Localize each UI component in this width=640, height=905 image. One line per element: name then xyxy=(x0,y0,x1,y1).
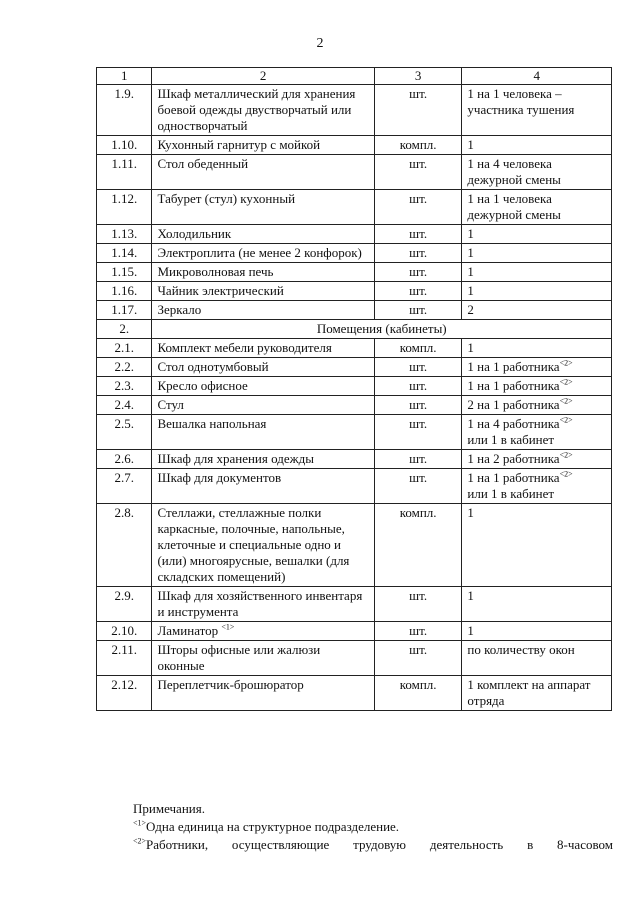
norm-text-continued: или 1 в кабинет xyxy=(467,432,555,447)
norm xyxy=(462,263,612,282)
unit: шт. xyxy=(374,622,462,641)
norm xyxy=(462,469,612,504)
norm xyxy=(462,587,612,622)
item-name xyxy=(152,155,374,190)
norm-text: 1 на 2 работника xyxy=(467,451,560,466)
item-name-text: Стол однотумбовый xyxy=(157,359,269,374)
equipment-table xyxy=(96,67,612,711)
norm-text: 1 xyxy=(467,588,474,603)
footnote-mark: <1> xyxy=(221,622,235,632)
unit: шт. xyxy=(374,225,462,244)
table-row xyxy=(97,396,612,415)
footnote-mark: <2> xyxy=(559,377,573,387)
row-number: 2.6. xyxy=(97,450,152,469)
norm-text: 1 на 1 работника xyxy=(467,470,560,485)
norm-text: 1 на 4 работника xyxy=(467,416,560,431)
table-row xyxy=(97,263,612,282)
column-header-3: 3 xyxy=(374,68,462,85)
row-number: 1.11. xyxy=(97,155,152,190)
table-row xyxy=(97,85,612,136)
table-row xyxy=(97,641,612,676)
norm xyxy=(462,504,612,587)
unit: шт. xyxy=(374,641,462,676)
table-row xyxy=(97,587,612,622)
item-name-text: Стол обеденный xyxy=(157,156,249,171)
row-number: 2.4. xyxy=(97,396,152,415)
row-number: 2.5. xyxy=(97,415,152,450)
table-row xyxy=(97,358,612,377)
norm xyxy=(462,676,612,711)
item-name xyxy=(152,225,374,244)
unit: шт. xyxy=(374,282,462,301)
norm xyxy=(462,450,612,469)
column-header-2: 2 xyxy=(152,68,374,85)
table-row xyxy=(97,301,612,320)
norm xyxy=(462,415,612,450)
row-number: 2.8. xyxy=(97,504,152,587)
item-name-text: Шторы офисные или жалюзи оконные xyxy=(157,642,321,673)
table-row xyxy=(97,622,612,641)
row-number: 1.9. xyxy=(97,85,152,136)
item-name xyxy=(152,676,374,711)
item-name xyxy=(152,136,374,155)
item-name xyxy=(152,377,374,396)
row-number: 1.14. xyxy=(97,244,152,263)
table-row xyxy=(97,676,612,711)
item-name-text: Кухонный гарнитур с мойкой xyxy=(157,137,321,152)
norm-text: 1 на 1 работника xyxy=(467,378,560,393)
row-number: 1.15. xyxy=(97,263,152,282)
item-name xyxy=(152,587,374,622)
item-name xyxy=(152,339,374,358)
item-name xyxy=(152,85,374,136)
notes-block xyxy=(133,800,613,854)
table-row xyxy=(97,469,612,504)
unit: шт. xyxy=(374,263,462,282)
norm-text: 1 на 1 работника xyxy=(467,359,560,374)
row-number: 1.17. xyxy=(97,301,152,320)
norm-text: 1 комплект на аппарат отряда xyxy=(467,677,591,708)
column-header-4: 4 xyxy=(462,68,612,85)
norm xyxy=(462,190,612,225)
table-row xyxy=(97,225,612,244)
norm-text: 1 на 4 человека дежурной смены xyxy=(467,156,561,187)
table-row xyxy=(97,282,612,301)
norm xyxy=(462,339,612,358)
unit: компл. xyxy=(374,136,462,155)
table-row xyxy=(97,136,612,155)
norm-text: 1 xyxy=(467,137,474,152)
row-number: 2.9. xyxy=(97,587,152,622)
item-name-text: Микроволновая печь xyxy=(157,264,274,279)
norm-text: 1 xyxy=(467,226,474,241)
table-row xyxy=(97,190,612,225)
note-1 xyxy=(133,818,613,836)
unit: шт. xyxy=(374,155,462,190)
row-number: 1.13. xyxy=(97,225,152,244)
item-name-text: Табурет (стул) кухонный xyxy=(157,191,296,206)
item-name-text: Кресло офисное xyxy=(157,378,248,393)
row-number: 2.1. xyxy=(97,339,152,358)
item-name-text: Холодильник xyxy=(157,226,232,241)
norm xyxy=(462,301,612,320)
table-row xyxy=(97,244,612,263)
norm-text: 1 xyxy=(467,340,474,355)
norm xyxy=(462,136,612,155)
item-name-text: Стеллажи, стеллажные полки каркасные, полочные, напольные, клеточные и специальные одно и (или) многоярусные, вешалки (для складских помещений) xyxy=(157,505,350,584)
norm xyxy=(462,155,612,190)
item-name-text: Ламинатор xyxy=(157,623,219,638)
item-name xyxy=(152,504,374,587)
unit: шт. xyxy=(374,377,462,396)
norm-text: 1 xyxy=(467,283,474,298)
item-name xyxy=(152,263,374,282)
table-row xyxy=(97,377,612,396)
norm xyxy=(462,244,612,263)
norm xyxy=(462,282,612,301)
row-number: 2.12. xyxy=(97,676,152,711)
row-number: 2.2. xyxy=(97,358,152,377)
section-row xyxy=(97,320,612,339)
item-name-text: Электроплита (не менее 2 конфорок) xyxy=(157,245,362,260)
item-name xyxy=(152,641,374,676)
norm-text: по количеству окон xyxy=(467,642,575,657)
row-number: 1.12. xyxy=(97,190,152,225)
item-name-text: Переплетчик-брошюратор xyxy=(157,677,304,692)
item-name xyxy=(152,358,374,377)
table-row xyxy=(97,450,612,469)
item-name-text: Вешалка напольная xyxy=(157,416,267,431)
norm xyxy=(462,225,612,244)
row-number: 2.10. xyxy=(97,622,152,641)
item-name-text: Шкаф металлический для хранения боевой одежды двустворчатый или одностворчатый xyxy=(157,86,356,133)
table-header-row xyxy=(97,68,612,85)
unit: шт. xyxy=(374,301,462,320)
row-number: 2.11. xyxy=(97,641,152,676)
norm-text: 1 на 1 человека дежурной смены xyxy=(467,191,561,222)
norm xyxy=(462,641,612,676)
row-number: 2.3. xyxy=(97,377,152,396)
unit: шт. xyxy=(374,358,462,377)
footnote-mark: <2> xyxy=(559,450,573,460)
norm xyxy=(462,85,612,136)
footnote-mark: <2> xyxy=(559,415,573,425)
unit: шт. xyxy=(374,244,462,263)
row-number: 2.7. xyxy=(97,469,152,504)
unit: компл. xyxy=(374,504,462,587)
section-title: Помещения (кабинеты) xyxy=(152,320,612,339)
footnote-mark: <2> xyxy=(559,469,573,479)
item-name xyxy=(152,415,374,450)
norm-text: 1 xyxy=(467,245,474,260)
norm-text: 2 xyxy=(467,302,474,317)
unit: шт. xyxy=(374,85,462,136)
row-number: 1.16. xyxy=(97,282,152,301)
unit: шт. xyxy=(374,587,462,622)
notes-title: Примечания. xyxy=(133,801,205,816)
norm-text: 1 xyxy=(467,264,474,279)
norm-text: 1 xyxy=(467,505,474,520)
item-name xyxy=(152,301,374,320)
unit: шт. xyxy=(374,450,462,469)
note-2-mark: <2> xyxy=(133,836,147,846)
column-header-1: 1 xyxy=(97,68,152,85)
unit: компл. xyxy=(374,339,462,358)
item-name-text: Стул xyxy=(157,397,184,412)
note-2 xyxy=(133,836,613,854)
note-1-text: Одна единица на структурное подразделение. xyxy=(146,819,400,834)
unit: шт. xyxy=(374,396,462,415)
item-name-text: Зеркало xyxy=(157,302,202,317)
item-name-text: Шкаф для документов xyxy=(157,470,282,485)
item-name xyxy=(152,244,374,263)
item-name xyxy=(152,190,374,225)
footnote-mark: <2> xyxy=(559,396,573,406)
norm-text-continued: или 1 в кабинет xyxy=(467,486,555,501)
item-name xyxy=(152,622,374,641)
page-number: 2 xyxy=(316,36,324,51)
norm-text: 1 на 1 человека – участника тушения xyxy=(467,86,575,117)
unit: шт. xyxy=(374,190,462,225)
unit: шт. xyxy=(374,469,462,504)
note-1-mark: <1> xyxy=(133,818,147,828)
item-name xyxy=(152,469,374,504)
table-row xyxy=(97,155,612,190)
norm-text: 1 xyxy=(467,623,474,638)
item-name-text: Шкаф для хранения одежды xyxy=(157,451,314,466)
section-number: 2. xyxy=(97,320,152,339)
item-name xyxy=(152,282,374,301)
norm xyxy=(462,358,612,377)
unit: компл. xyxy=(374,676,462,711)
table-row xyxy=(97,415,612,450)
item-name-text: Комплект мебели руководителя xyxy=(157,340,332,355)
norm-text: 2 на 1 работника xyxy=(467,397,560,412)
item-name-text: Чайник электрический xyxy=(157,283,284,298)
item-name xyxy=(152,396,374,415)
unit: шт. xyxy=(374,415,462,450)
item-name xyxy=(152,450,374,469)
norm xyxy=(462,396,612,415)
norm xyxy=(462,377,612,396)
table-row xyxy=(97,339,612,358)
note-2-text: Работники, осуществляющие трудовую деятельность в 8-часовом xyxy=(146,837,613,852)
footnote-mark: <2> xyxy=(559,358,573,368)
row-number: 1.10. xyxy=(97,136,152,155)
table-row xyxy=(97,504,612,587)
item-name-text: Шкаф для хозяйственного инвентаря и инструмента xyxy=(157,588,363,619)
norm xyxy=(462,622,612,641)
